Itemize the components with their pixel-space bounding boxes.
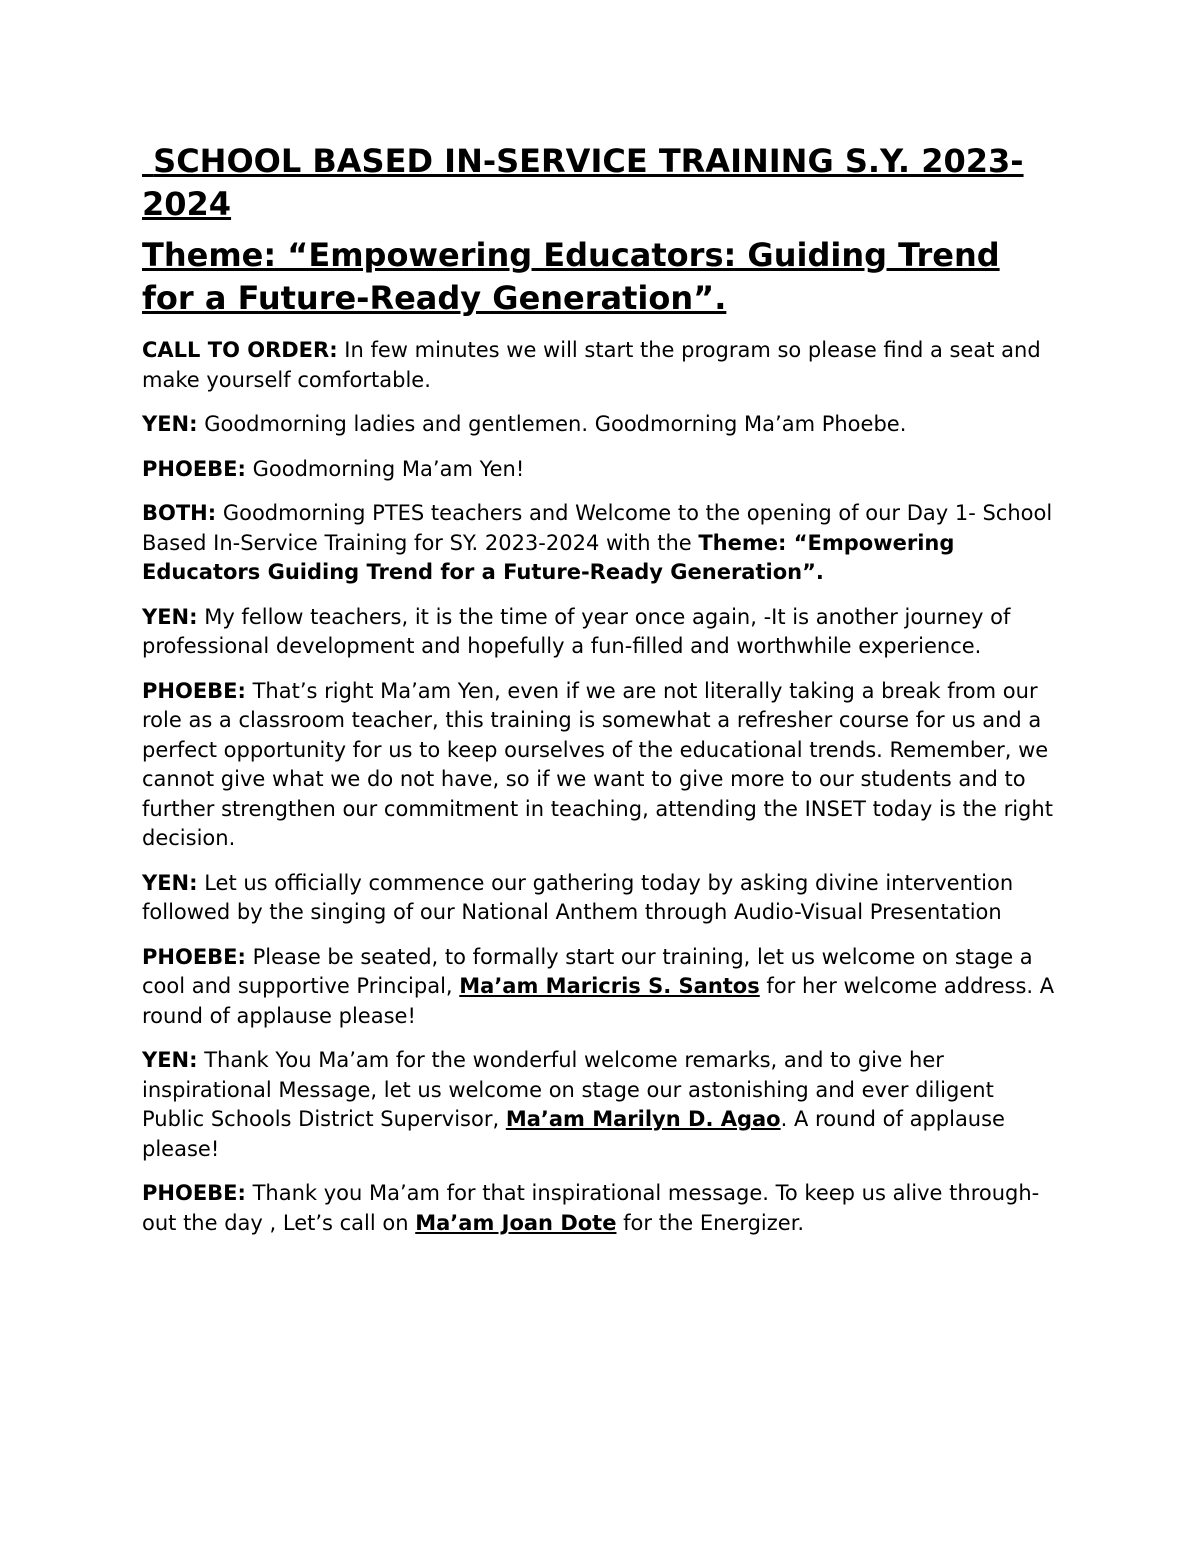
paragraph-text: Let us officially commence our gathering today by asking divine intervention followed by the singing of our National Anthem through Audio-Visual Presentation	[142, 870, 1014, 924]
paragraph-phoebe-refresher	[142, 677, 1062, 854]
paragraph-yen-greeting	[142, 410, 1062, 440]
paragraph-text: Thank You Ma’am for the wonderful welcome remarks, and to give her inspirational Message, let us welcome on stage our astonishing and ever diligent Public Schools District Supervisor,	[142, 1048, 994, 1131]
speaker-label: PHOEBE:	[142, 1181, 246, 1205]
principal-name: Ma’am Maricris S. Santos	[459, 974, 760, 998]
paragraph-text: Goodmorning ladies and gentlemen. Goodmorning Ma’am Phoebe.	[197, 412, 907, 436]
speaker-label: YEN:	[142, 412, 198, 436]
paragraph-text: That’s right Ma’am Yen, even if we are not literally taking a break from our role as a classroom teacher, this training is somewhat a refresher course for us and a perfect opportunity for us to keep ourselves of the educational trends. Remember, we cannot give what we do not have, so if we want to give more to our students and to further strengthen our commitment in teaching, attending the INSET today is the right decision.	[142, 678, 1053, 850]
speaker-label: PHOEBE:	[142, 456, 246, 481]
paragraph-yen-supervisor	[142, 1046, 1062, 1164]
paragraph-text: . A round of applause please!	[142, 1107, 1005, 1161]
paragraph-call-to-order	[142, 336, 1062, 395]
speaker-label: YEN:	[142, 604, 198, 629]
energizer-name: Ma’am Joan Dote	[415, 1210, 617, 1235]
paragraph-text: for the Energizer.	[616, 1210, 805, 1235]
document-theme: Theme: “Empowering Educators: Guiding Trend for a Future-Ready Generation”.	[142, 236, 1000, 317]
speaker-label: PHOEBE:	[142, 944, 246, 969]
paragraph-phoebe-principal	[142, 943, 1062, 1032]
theme-text: “Empowering Educators Guiding Trend for a Future-Ready Generation”.	[142, 530, 955, 584]
speaker-label: CALL TO ORDER:	[142, 338, 338, 362]
document-page	[142, 140, 1062, 1253]
theme-label: Theme:	[698, 530, 787, 555]
paragraph-both-welcome	[142, 499, 1062, 588]
paragraph-text: My fellow teachers, it is the time of year once again, -It is another journey of professional development and hopefully a fun-filled and worthwhile experience.	[142, 604, 1011, 658]
paragraph-phoebe-greeting	[142, 455, 1062, 485]
paragraph-text: Goodmorning PTES teachers and Welcome to the opening of our Day 1- School Based In-Service Training for SY. 2023-2024 with the	[142, 501, 1053, 555]
paragraph-text: for her welcome address. A round of applause please!	[142, 974, 1055, 1028]
paragraph-text: Goodmorning Ma’am Yen!	[245, 456, 525, 481]
speaker-label: YEN:	[142, 870, 198, 895]
speaker-label: BOTH:	[142, 501, 217, 525]
paragraph-text: In few minutes we will start the program so please find a seat and make yourself comfortable.	[142, 338, 1041, 392]
speaker-label: YEN:	[142, 1048, 198, 1072]
paragraph-phoebe-energizer	[142, 1179, 1062, 1238]
paragraph-yen-prayer	[142, 869, 1062, 928]
paragraph-text: Please be seated, to formally start our training, let us welcome on stage a cool and supportive Principal,	[142, 944, 1033, 998]
document-title: SCHOOL BASED IN-SERVICE TRAINING S.Y. 2023-2024	[142, 142, 1024, 223]
speaker-label: PHOEBE:	[142, 678, 246, 703]
paragraph-yen-journey	[142, 603, 1062, 662]
supervisor-name: Ma’am Marilyn D. Agao	[505, 1107, 781, 1131]
paragraph-text: Thank you Ma’am for that inspirational message. To keep us alive through-out the day , Let’s call on	[142, 1181, 1040, 1235]
